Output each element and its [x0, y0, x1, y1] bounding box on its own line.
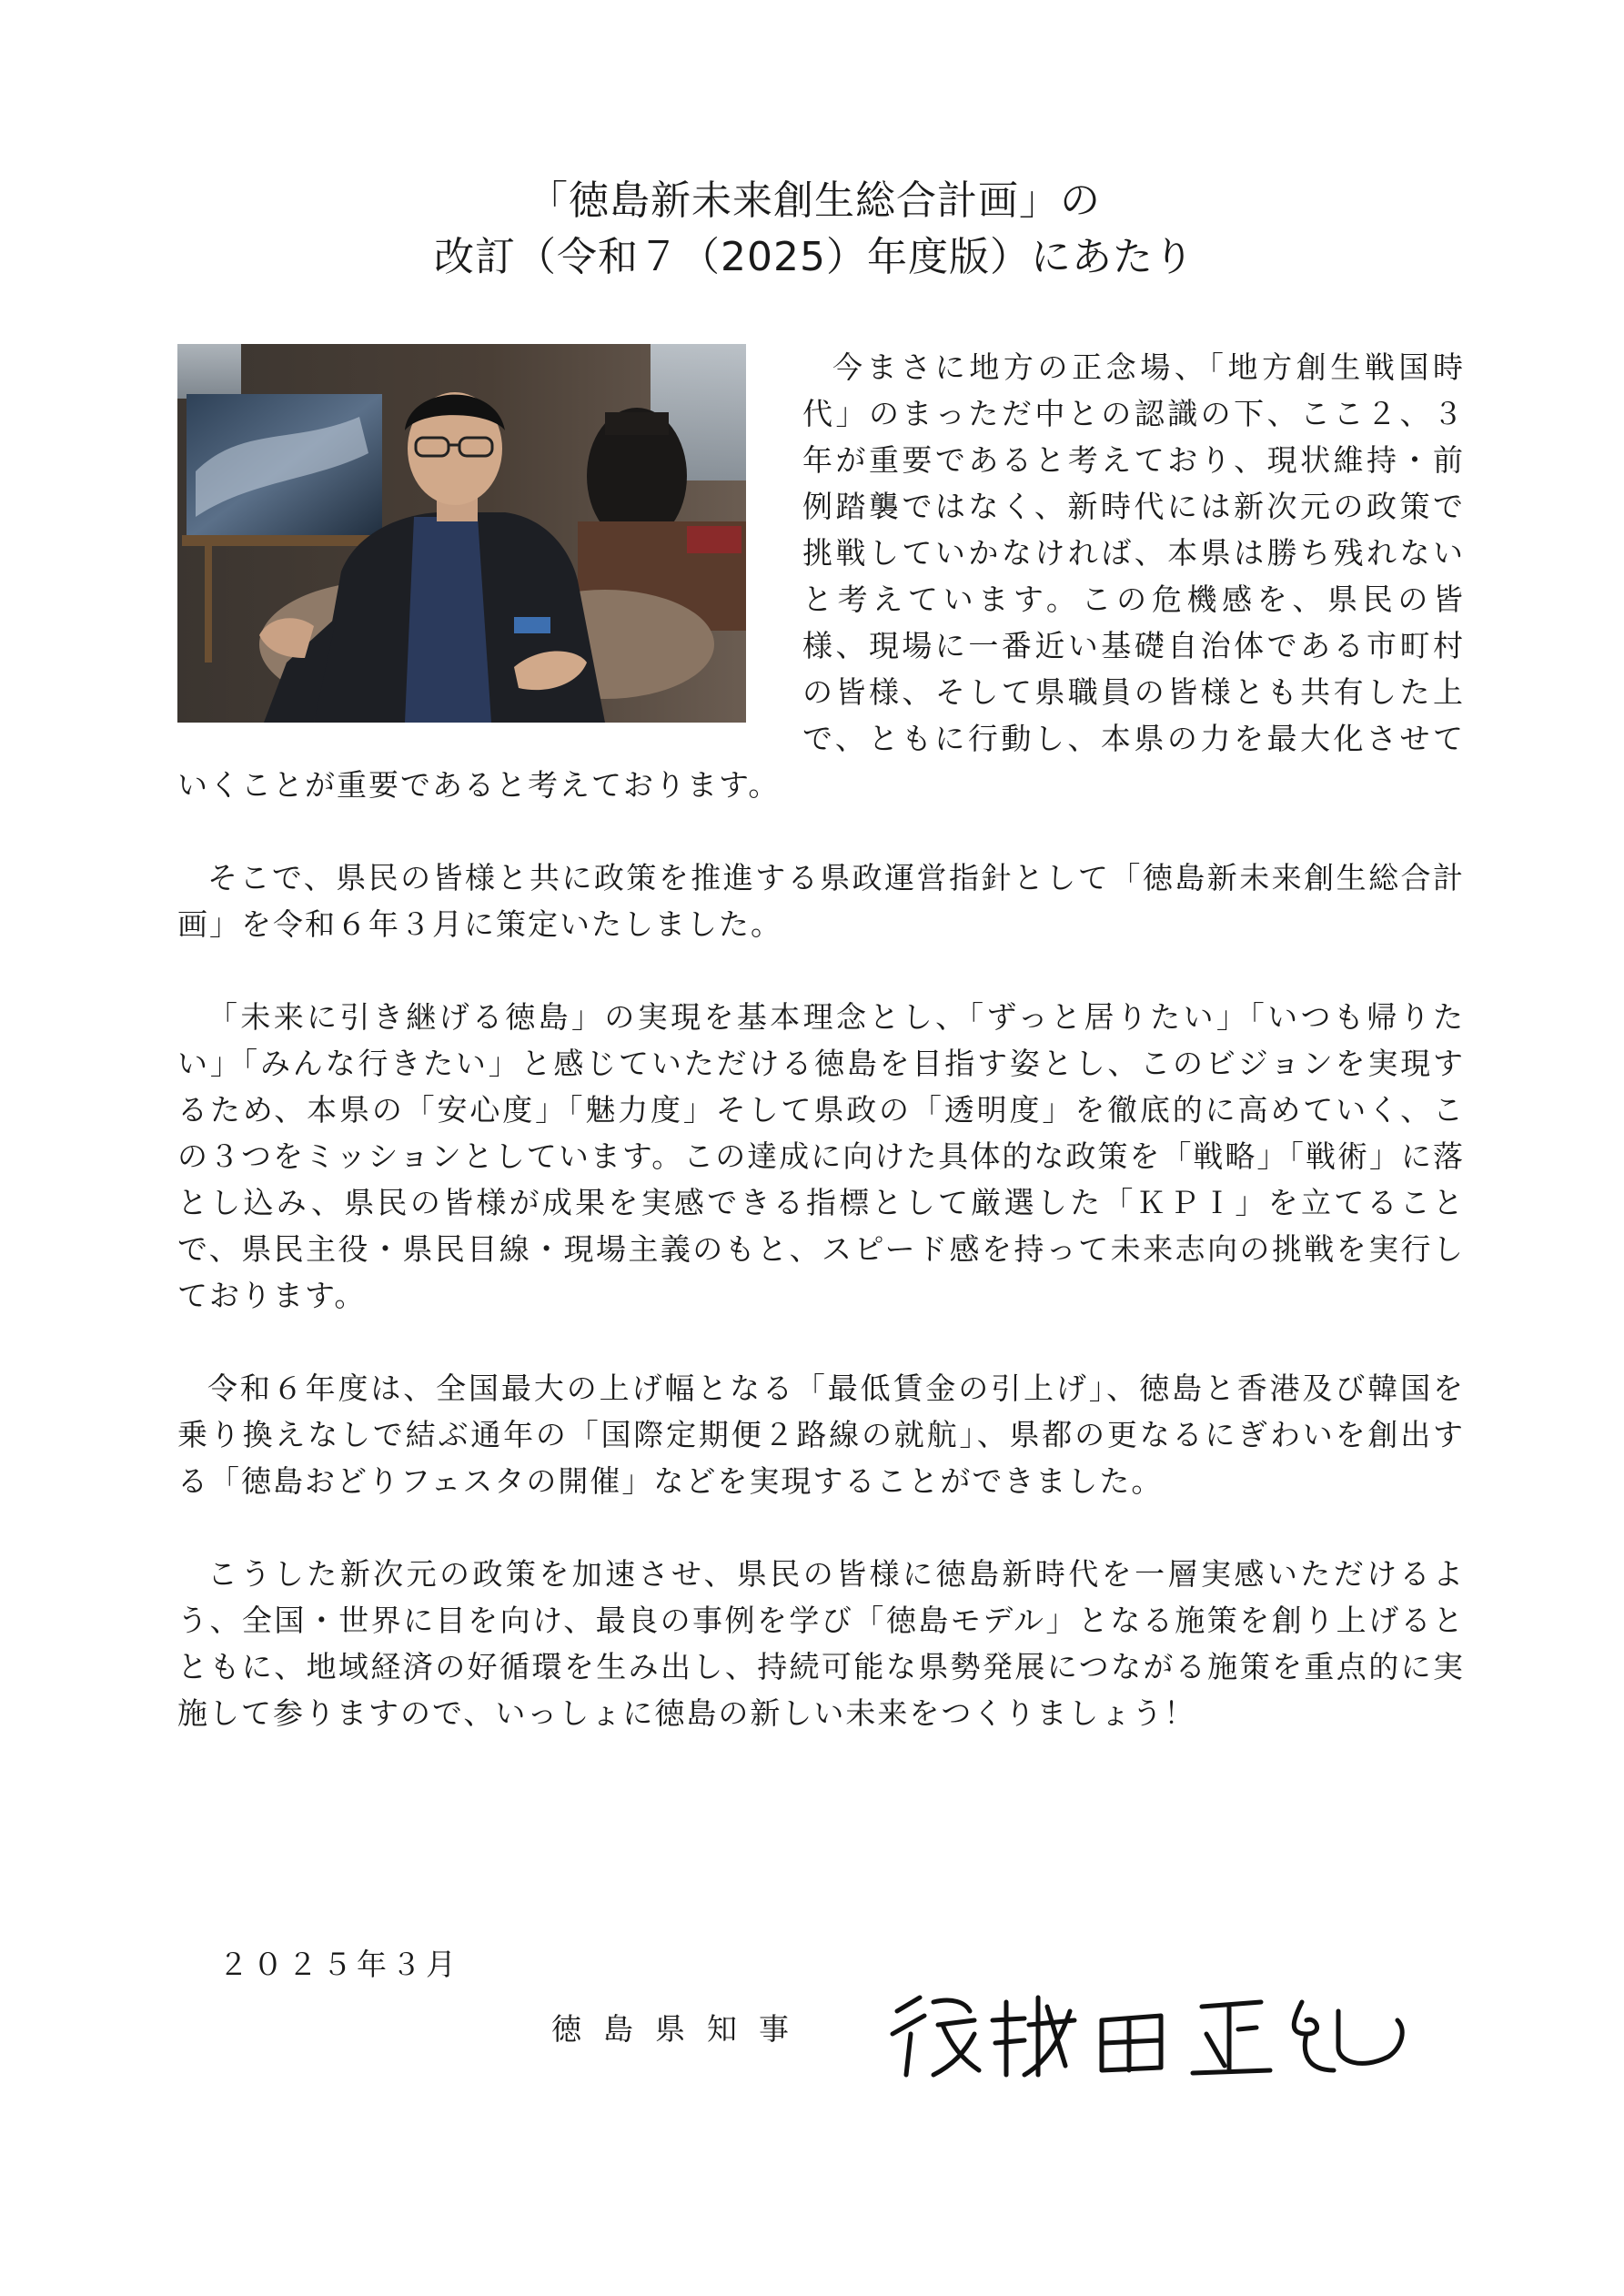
- signature-block: [551, 1984, 1425, 2084]
- handwritten-signature-icon: [879, 1984, 1416, 2084]
- governor-portrait-photo: [177, 344, 746, 723]
- paragraph-2: そこで、県民の皆様と共に政策を推進する県政運営指針として「徳島新未来創生総合計画」を令和６年３月に策定いたしました。: [177, 860, 1465, 942]
- portrait-illustration: [177, 344, 746, 723]
- message-body: [177, 344, 1465, 1783]
- signature-strokes: [879, 1984, 1416, 2084]
- paragraph-1: 今まさに地方の正念場、「地方創生戦国時代」のまっただ中との認識の下、ここ２、３年が重要であると考えており、現状維持・前例踏襲ではなく、新時代には新次元の政策で挑戦していかなければ、本県は勝ち残れないと考えています。この危機感を、県民の皆様、現場に一番近い基礎自治体である市町村の皆様、そして県職員の皆様とも共有した上で、ともに行動し、本県の力を最大化させていくことが重要であると考えております。: [177, 349, 1466, 803]
- governor-title: 徳島県知事: [551, 2011, 811, 2047]
- paragraph-5: こうした新次元の政策を加速させ、県民の皆様に徳島新時代を一層実感いただけるよう、全国・世界に目を向け、最良の事例を学び「徳島モデル」となる施策を創り上げるとともに、地域経済の好循環を生み出し、持続可能な県勢発展につながる施策を重点的に実施して参りますので、いっしょに徳島の新しい未来をつくりましょう！: [177, 1556, 1465, 1731]
- paragraph-4: 令和６年度は、全国最大の上げ幅となる「最低賃金の引上げ」、徳島と香港及び韓国を乗り換えなしで結ぶ通年の「国際定期便２路線の就航」、県都の更なるにぎわいを創出する「徳島おどりフェスタの開催」などを実現することができました。: [177, 1371, 1466, 1499]
- document-date: ２０２５年３月: [218, 1947, 460, 1982]
- title-line-1: 「徳島新未来創生総合計画」の: [528, 177, 1101, 224]
- paragraph-3: 「未来に引き継げる徳島」の実現を基本理念とし、「ずっと居りたい」「いつも帰りたい」「みんな行きたい」と感じていただける徳島を目指す姿とし、このビジョンを実現するため、本県の「安心度」「魅力度」そして県政の「透明度」を徹底的に高めていく、この３つをミッションとしています。この達成に向けた具体的な政策を「戦略」「戦術」に落とし込み、県民の皆様が成果を実感できる指標として厳選した「ＫＰＩ」を立てることで、県民主役・県民目線・現場主義のもと、スピード感を持って未来志向の挑戦を実行しております。: [177, 999, 1465, 1313]
- page-title: [177, 173, 1451, 286]
- title-line-2: 改訂（令和７（2025）年度版）にあたり: [434, 234, 1195, 280]
